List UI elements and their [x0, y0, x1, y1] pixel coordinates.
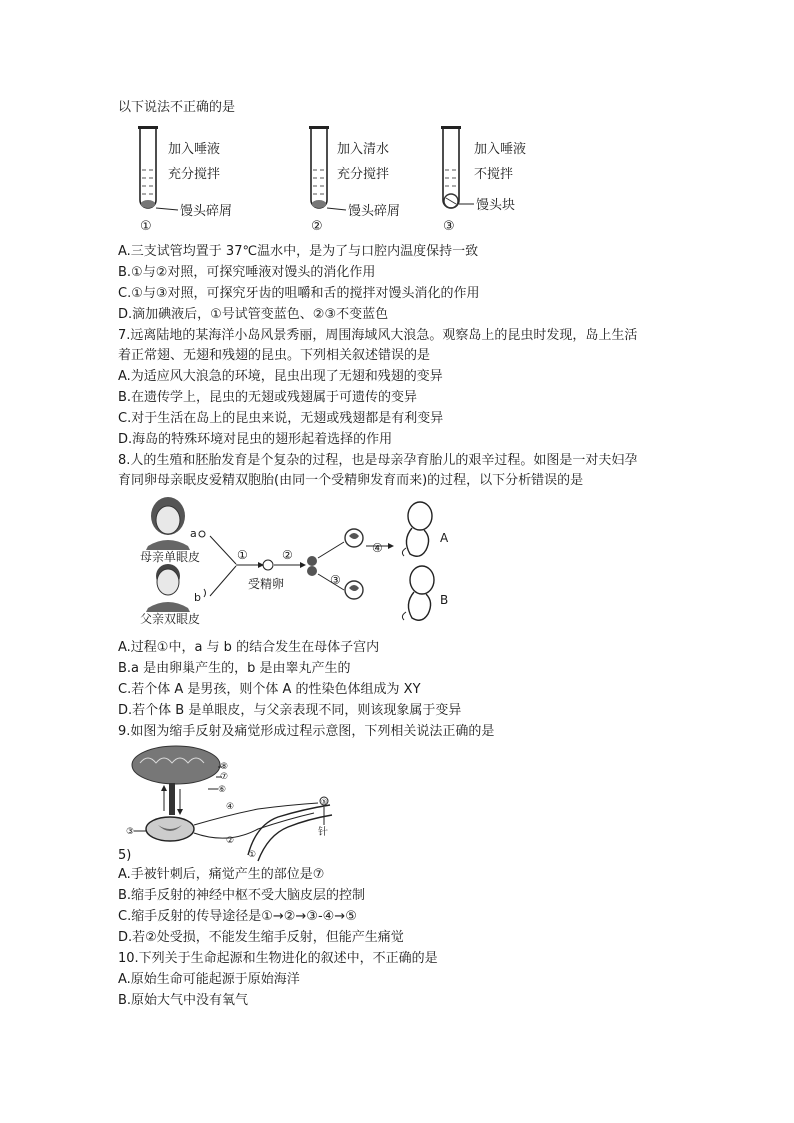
tube3-line2: 不搅拌 — [474, 167, 514, 182]
q10-option-a: A.原始生命可能起源于原始海洋 — [118, 972, 300, 987]
embryo-a — [345, 529, 363, 547]
reflex-arc-figure — [118, 745, 348, 867]
label-3: ③ — [126, 827, 135, 837]
egg-cell — [199, 531, 205, 537]
label-2: ② — [226, 836, 235, 846]
tube1-number: ① — [140, 219, 152, 234]
q9-stem: 9.如图为缩手反射及痛觉形成过程示意图，下列相关说法正确的是 — [118, 724, 495, 739]
q8-option-a: A.过程①中，a 与 b 的结合发生在母体子宫内 — [118, 640, 380, 655]
q9-option-a: A.手被针刺后，痛觉产生的部位是⑦ — [118, 867, 325, 882]
tube2-line1: 加入清水 — [337, 142, 390, 157]
step-4: ④ — [372, 541, 383, 555]
label-a: a — [190, 527, 197, 540]
q6-option-c: C.①与③对照，可探究牙齿的咀嚼和舌的搅拌对馒头消化的作用 — [118, 286, 480, 301]
q10-option-b: B.原始大气中没有氧气 — [118, 993, 249, 1008]
tube1-line2: 充分搅拌 — [168, 167, 221, 182]
tube2-line2: 充分搅拌 — [337, 167, 390, 182]
q9-figure-stray-label: 5) — [118, 848, 132, 863]
q8-option-c: C.若个体 A 是男孩，则个体 A 的性染色体组成为 XY — [118, 682, 421, 697]
label-6: ⑥ — [218, 785, 227, 795]
father-label: 父亲双眼皮 — [140, 612, 201, 626]
q6-option-d: D.滴加碘液后，①号试管变蓝色、②③不变蓝色 — [118, 307, 389, 322]
tube1-line1: 加入唾液 — [168, 142, 221, 157]
q8-stem-line2: 育同卵母亲眠皮爱精双胞胎(由同一个受精卵发育而来)的过程，以下分析错误的是 — [118, 473, 584, 488]
fetus-b — [402, 566, 434, 620]
label-8: ⑧ — [220, 762, 229, 772]
q7-option-a: A.为适应风大浪急的环境，昆虫出现了无翅和残翅的变异 — [118, 369, 443, 384]
q8-option-b: B.a 是由卵巢产生的，b 是由睾丸产生的 — [118, 661, 351, 676]
test-tube-3 — [441, 126, 474, 208]
tube3-number: ③ — [443, 219, 455, 234]
q7-stem-line2: 着正常翅、无翅和残翅的昆虫。下列相关叙述错误的是 — [118, 348, 431, 363]
zygote-label: 受精卵 — [248, 577, 285, 591]
father-portrait — [146, 564, 190, 612]
q7-stem-line1: 7.远离陆地的某海洋小岛风景秀丽，周围海域风大浪急。观察岛上的昆虫时发现，岛上生活 — [118, 328, 638, 343]
label-b: b — [194, 591, 201, 604]
spinal-cord-section — [146, 817, 194, 841]
brain-illustration — [132, 746, 220, 784]
embryo-cluster — [307, 556, 317, 576]
zygote-cell — [263, 560, 273, 570]
q9-option-c: C.缩手反射的传导途径是①→②→③-④→⑤ — [118, 909, 357, 924]
q9-option-b: B.缩手反射的神经中枢不受大脑皮层的控制 — [118, 888, 366, 903]
fetus-a — [402, 502, 432, 556]
tube3-line1: 加入唾液 — [474, 142, 527, 157]
q8-stem-line1: 8.人的生殖和胚胎发育是个复杂的过程，也是母亲孕育胎儿的艰辛过程。如图是一对夫妇孕 — [118, 453, 638, 468]
fetus-a-label: A — [440, 531, 449, 545]
mother-label: 母亲单眼皮 — [140, 550, 201, 564]
label-1: ① — [248, 850, 257, 860]
q6-stem: 以下说法不正确的是 — [118, 100, 236, 115]
q7-option-c: C.对于生活在岛上的昆虫来说，无翅或残翅都是有利变异 — [118, 411, 444, 426]
mother-portrait — [146, 497, 190, 550]
pin-label: 针 — [318, 827, 328, 838]
fetus-b-label: B — [440, 593, 449, 607]
q10-stem: 10.下列关于生命起源和生物进化的叙述中，不正确的是 — [118, 951, 438, 966]
twins-development-figure — [130, 494, 470, 634]
label-5: ⑤ — [321, 798, 328, 806]
tube2-number: ② — [311, 219, 323, 234]
test-tube-figure — [118, 122, 598, 234]
step-1: ① — [237, 548, 248, 562]
tube3-pointer: 馒头块 — [476, 198, 516, 213]
sperm-cell — [204, 589, 206, 597]
label-7: ⑦ — [220, 772, 229, 782]
q6-option-b: B.①与②对照，可探究唾液对馒头的消化作用 — [118, 265, 376, 280]
step-2: ② — [282, 548, 293, 562]
q7-option-d: D.海岛的特殊环境对昆虫的翅形起着选择的作用 — [118, 432, 393, 447]
q8-option-d: D.若个体 B 是单眼皮，与父亲表现不同，则该现象属于变异 — [118, 703, 462, 718]
embryo-b — [345, 581, 363, 599]
tube1-pointer: 馒头碎屑 — [180, 204, 233, 219]
label-4: ④ — [226, 802, 235, 812]
step-3: ③ — [330, 573, 341, 587]
q6-option-a: A.三支试管均置于 37℃温水中，是为了与口腔内温度保持一致 — [118, 244, 479, 259]
q9-option-d: D.若②处受损，不能发生缩手反射，但能产生痛觉 — [118, 930, 404, 945]
q7-option-b: B.在遗传学上，昆虫的无翅或残翅属于可遗传的变异 — [118, 390, 418, 405]
tube2-pointer: 馒头碎屑 — [348, 204, 401, 219]
